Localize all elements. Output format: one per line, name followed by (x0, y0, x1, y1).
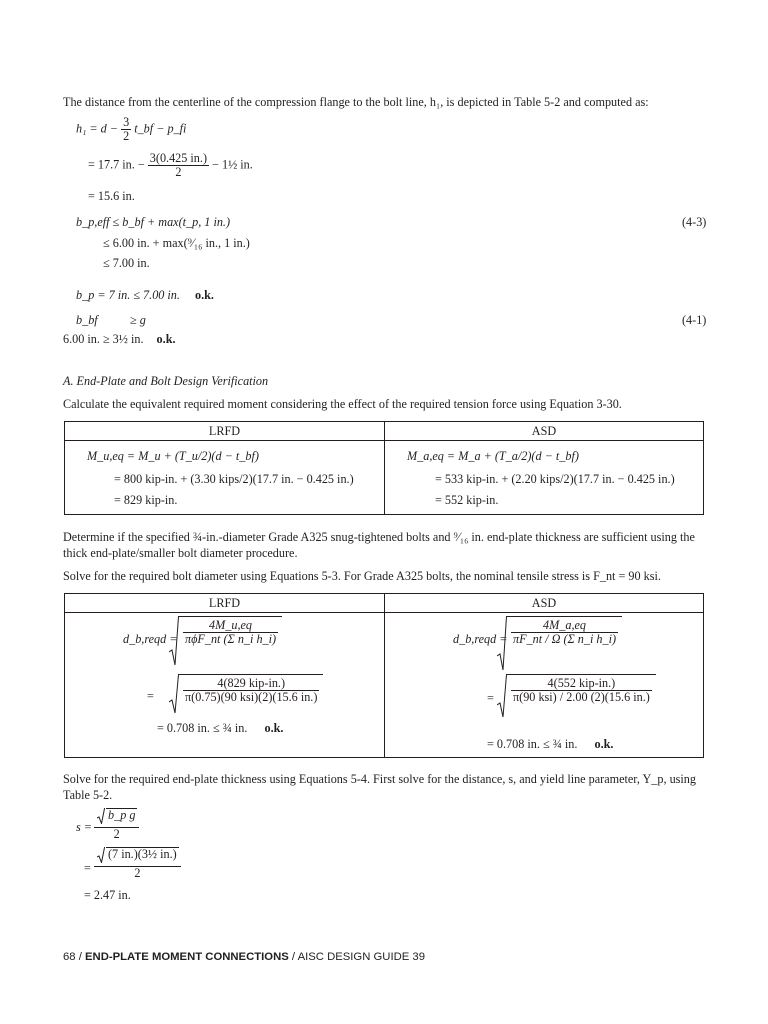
sqrt-icon (497, 674, 507, 721)
asd-den: πF_nt / Ω (Σ n_i h_i) (513, 632, 617, 647)
intro-text: The distance from the centerline of the compression flange to the bolt line, h₁, is depicted in Table 5-2 and computed as: (63, 95, 649, 109)
h1-step2: = 15.6 in. (88, 189, 135, 203)
s-fraction-1 (94, 808, 139, 842)
lrfd-num2: 4(829 kip-in.) (217, 676, 286, 690)
bpeff-line2: ≤ 6.00 in. + max(⁹⁄₁₆ in., 1 in.) (103, 236, 250, 250)
lrfd-eq-sign: = (147, 689, 154, 703)
intro-paragraph (63, 95, 649, 109)
lrfd-dbreqd-radical (169, 616, 282, 669)
footer-page-number: 68 (63, 951, 76, 963)
bpeff-line3: ≤ 7.00 in. (103, 256, 150, 270)
lrfd-moment-line3: = 829 kip-in. (114, 493, 178, 507)
bolt-table-divider (384, 594, 385, 757)
h1-frac-den: 2 (123, 129, 130, 144)
bp-check (76, 288, 214, 302)
h1-equation (76, 116, 186, 144)
lrfd-bolt-result (157, 721, 283, 735)
bbf-line1-rhs: ≥ g (130, 313, 146, 327)
bolt-intro-line3: Solve for the required bolt diameter using Equations 5-3. For Grade A325 bolts, the nominal tensile stress is F_nt = 90 ksi. (63, 569, 661, 583)
bp-check-ok: o.k. (195, 288, 214, 302)
moment-table-header-rule (65, 440, 703, 441)
h1-step1-fraction (148, 152, 209, 180)
page-footer (63, 951, 425, 964)
moment-table-asd-header: ASD (531, 424, 557, 438)
lrfd-dbreqd-radical-2 (169, 674, 323, 717)
asd-result-ok: o.k. (594, 737, 614, 751)
bolt-diameter-table (64, 593, 704, 758)
asd-num: 4M_a,eq (543, 618, 587, 632)
asd-den2: π(90 ksi) / 2.00 (2)(15.6 in.) (513, 690, 650, 705)
bbf-check-ok: o.k. (156, 332, 176, 346)
eq-number-4-1: (4-1) (682, 313, 707, 327)
asd-result-text: = 0.708 in. ≤ ¾ in. (487, 737, 578, 751)
sqrt-icon (169, 616, 179, 669)
sqrt-icon (497, 616, 507, 674)
lrfd-moment-line2: = 800 kip-in. + (3.30 kips/2)(17.7 in. − 0.425 in.) (114, 472, 354, 486)
s-lhs: s = (76, 820, 93, 834)
s-den1: 2 (94, 827, 139, 841)
asd-moment-line1: M_a,eq = M_a + (T_a/2)(d − t_bf) (407, 449, 579, 463)
plate-intro-line2: Table 5-2. (63, 788, 113, 802)
s-num1: b_p g (106, 808, 137, 827)
moment-table-lrfd-header: LRFD (208, 424, 241, 438)
bolt-table-asd-header: ASD (531, 596, 557, 610)
s-result: = 2.47 in. (84, 888, 131, 902)
lrfd-den2: π(0.75)(90 ksi)(2)(15.6 in.) (185, 690, 318, 705)
h1-step1-suffix: − 1½ in. (212, 157, 253, 172)
moment-intro: Calculate the equivalent required moment considering the effect of the required tension force using Equation 3-30. (63, 397, 622, 411)
section-a-heading: A. End-Plate and Bolt Design Verification (63, 374, 269, 388)
moment-table (64, 421, 704, 515)
lrfd-den: πϕF_nt (Σ n_i h_i) (185, 632, 277, 647)
footer-sep1: / (75, 951, 85, 963)
asd-bolt-result (487, 737, 613, 751)
bpeff-line1: b_p,eff ≤ b_bf + max(t_p, 1 in.) (76, 215, 231, 229)
asd-dbreqd-radical (497, 616, 622, 674)
sqrt-icon (96, 808, 106, 827)
lrfd-moment-line1: M_u,eq = M_u + (T_u/2)(d − t_bf) (87, 449, 259, 463)
bolt-intro-line1: Determine if the specified ¾-in.-diameter Grade A325 snug-tightened bolts and ⁹⁄₁₆ in. end-plate thickness are sufficient using the (63, 530, 695, 544)
h1-step1-den: 2 (148, 165, 209, 179)
s-fraction-2 (94, 847, 181, 881)
lrfd-result-text: = 0.708 in. ≤ ¾ in. (157, 721, 248, 735)
footer-guide: AISC DESIGN GUIDE 39 (297, 951, 425, 963)
bbf-line2 (63, 332, 176, 346)
bp-check-text: b_p = 7 in. ≤ 7.00 in. (76, 288, 180, 302)
h1-step1-prefix: = 17.7 in. − (88, 157, 145, 172)
h1-step1 (88, 152, 253, 180)
asd-moment-line3: = 552 kip-in. (435, 493, 499, 507)
bolt-table-header-rule (65, 612, 703, 613)
asd-moment-line2: = 533 kip-in. + (2.20 kips/2)(17.7 in. − 0.425 in.) (435, 472, 675, 486)
bolt-table-lrfd-header: LRFD (208, 596, 241, 610)
lrfd-result-ok: o.k. (264, 721, 284, 735)
s-eq-sign: = (84, 861, 91, 875)
footer-sep2: / (288, 951, 298, 963)
bbf-line1-lhs: b_bf (76, 313, 98, 327)
h1-frac-num: 3 (123, 115, 130, 129)
sqrt-icon (169, 674, 179, 717)
footer-chapter: END-PLATE MOMENT CONNECTIONS (85, 951, 289, 963)
s-den2: 2 (94, 866, 181, 880)
h1-lhs: h₁ = d − (76, 121, 119, 136)
asd-dbreqd-lhs: d_b,reqd = (453, 632, 508, 646)
asd-eq-sign: = (487, 691, 494, 705)
sqrt-icon (96, 847, 106, 866)
bbf-line2-text: 6.00 in. ≥ 3½ in. (63, 332, 144, 346)
h1-fraction (121, 116, 131, 144)
h1-step1-num: 3(0.425 in.) (149, 151, 208, 165)
eq-number-4-3: (4-3) (682, 215, 707, 229)
lrfd-dbreqd-lhs: d_b,reqd = (123, 632, 178, 646)
plate-intro-line1: Solve for the required end-plate thickness using Equations 5-4. First solve for the distance, s, and yield line parameter, Y_p, using (63, 772, 696, 786)
s-num2: (7 in.)(3½ in.) (106, 847, 179, 866)
asd-num2: 4(552 kip-in.) (547, 676, 616, 690)
lrfd-num: 4M_u,eq (209, 618, 253, 632)
asd-dbreqd-radical-2 (497, 674, 656, 721)
bolt-intro-line2: thick end-plate/smaller bolt diameter procedure. (63, 546, 298, 560)
h1-rhs: t_bf − p_fi (134, 121, 187, 136)
